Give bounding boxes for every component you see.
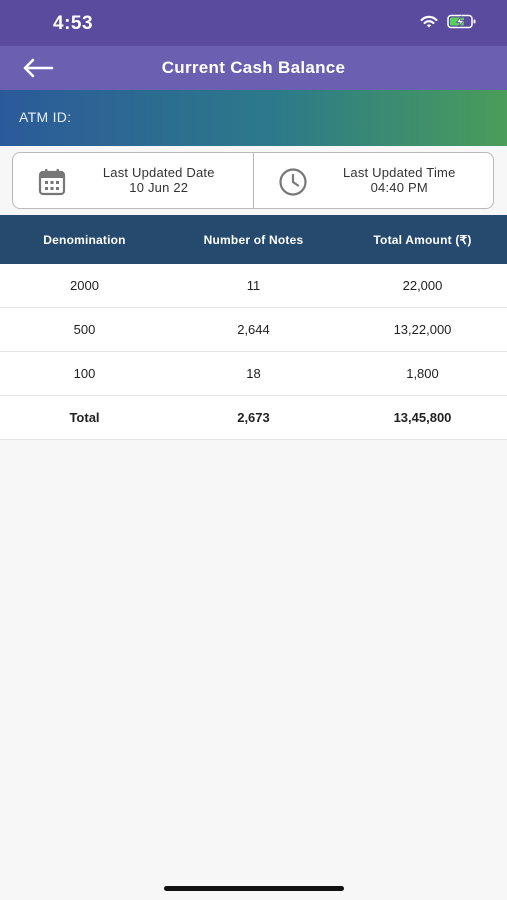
amount-cell: 13,22,000 xyxy=(393,322,452,337)
notes-cell: 18 xyxy=(246,366,261,381)
calendar-icon xyxy=(37,167,67,197)
table-row xyxy=(0,352,507,396)
total-notes: 2,673 xyxy=(237,410,270,425)
nav-bar xyxy=(0,46,507,90)
time-value: 04:40 PM xyxy=(370,180,428,195)
battery-icon xyxy=(447,14,477,29)
column-header-number-of-notes: Number of Notes xyxy=(203,232,304,247)
wifi-icon xyxy=(419,14,439,29)
atm-id-label: ATM ID: xyxy=(19,109,72,125)
status-icons xyxy=(419,14,477,29)
table-row xyxy=(0,264,507,308)
status-time: 4:53 xyxy=(53,13,94,34)
denomination-cell: 500 xyxy=(73,322,96,337)
date-text xyxy=(73,165,245,195)
last-updated-card xyxy=(12,152,494,209)
clock-icon xyxy=(278,167,308,197)
total-label: Total xyxy=(69,410,100,425)
last-updated-date xyxy=(13,153,253,208)
amount-cell: 1,800 xyxy=(406,366,439,381)
date-value: 10 Jun 22 xyxy=(129,180,189,195)
time-text xyxy=(314,165,486,195)
denomination-cell: 100 xyxy=(73,366,96,381)
notes-cell: 2,644 xyxy=(237,322,270,337)
page-title: Current Cash Balance xyxy=(161,58,346,77)
status-bar xyxy=(0,0,507,46)
amount-cell: 22,000 xyxy=(402,278,443,293)
denomination-cell: 2000 xyxy=(70,278,99,293)
table-header xyxy=(0,215,507,264)
total-row xyxy=(0,396,507,440)
table-row xyxy=(0,308,507,352)
atm-banner xyxy=(0,90,507,146)
date-label: Last Updated Date xyxy=(102,165,215,180)
time-label: Last Updated Time xyxy=(342,165,456,180)
home-indicator xyxy=(164,886,344,891)
total-amount: 13,45,800 xyxy=(393,410,452,425)
column-header-denomination: Denomination xyxy=(43,232,126,247)
table-body xyxy=(0,264,507,440)
last-updated-time xyxy=(253,153,494,208)
notes-cell: 11 xyxy=(246,278,261,293)
column-header-total-amount: Total Amount (₹) xyxy=(373,232,472,247)
